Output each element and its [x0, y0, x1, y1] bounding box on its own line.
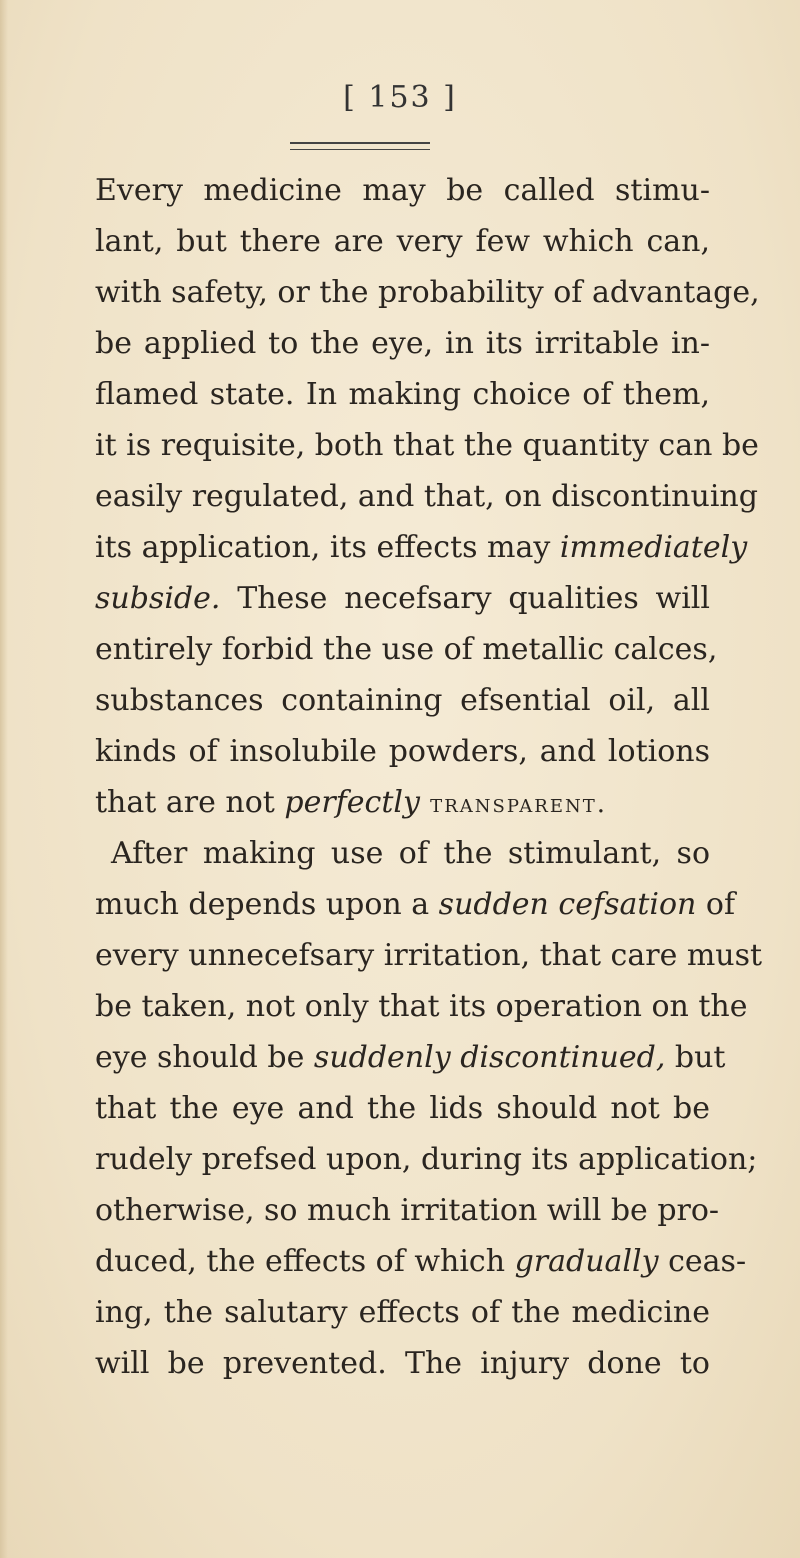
small-caps-text: transparent. — [419, 789, 607, 819]
text-line: much depends upon a sudden cefsation of — [95, 887, 736, 922]
body-text — [95, 165, 763, 1389]
binding-shadow — [0, 0, 8, 1558]
text-line: After making use of the stimulant, so — [111, 836, 710, 871]
text-line: every unnecefsary irritation, that care must — [95, 938, 763, 973]
text-line: lant, but there are very few which can, — [95, 224, 710, 259]
header-rule — [290, 142, 430, 150]
text-line: flamed state. In making choice of them, — [95, 377, 710, 412]
italic-text: subside. — [95, 581, 221, 616]
text-line: entirely forbid the use of metallic calces, — [95, 632, 718, 667]
text-line: with safety, or the probability of advantage, — [95, 275, 760, 310]
text-line: that the eye and the lids should not be — [95, 1091, 710, 1126]
italic-text: gradually — [514, 1244, 659, 1279]
text-line: its application, its effects may immediately — [95, 530, 748, 565]
text-line: eye should be suddenly discontinued, but — [95, 1040, 726, 1075]
italic-text: perfectly — [284, 785, 420, 820]
italic-text: immediately — [559, 530, 748, 565]
text-line: ing, the salutary effects of the medicine — [95, 1295, 710, 1330]
text-line: otherwise, so much irritation will be pro- — [95, 1193, 720, 1228]
text-line: will be prevented. The injury done to — [95, 1346, 710, 1381]
text-line: kinds of insolubile powders, and lotions — [95, 734, 710, 769]
text-line: subside. These necefsary qualities will — [95, 581, 710, 616]
text-line: be applied to the eye, in its irritable in- — [95, 326, 710, 361]
text-line: substances containing efsential oil, all — [95, 683, 710, 718]
text-line: be taken, not only that its operation on the — [95, 989, 748, 1024]
text-line: it is requisite, both that the quantity can be — [95, 428, 759, 463]
text-line: that are not perfectly transparent. — [95, 785, 607, 820]
text-line: rudely prefsed upon, during its application; — [95, 1142, 758, 1177]
italic-text: sudden cefsation — [438, 887, 697, 922]
text-line: easily regulated, and that, on discontinuing — [95, 479, 758, 514]
text-line: Every medicine may be called stimu- — [95, 173, 710, 208]
text-line: duced, the effects of which gradually ceas- — [95, 1244, 747, 1279]
page-number: [ 153 ] — [343, 80, 457, 115]
italic-text: suddenly discontinued, — [313, 1040, 666, 1075]
